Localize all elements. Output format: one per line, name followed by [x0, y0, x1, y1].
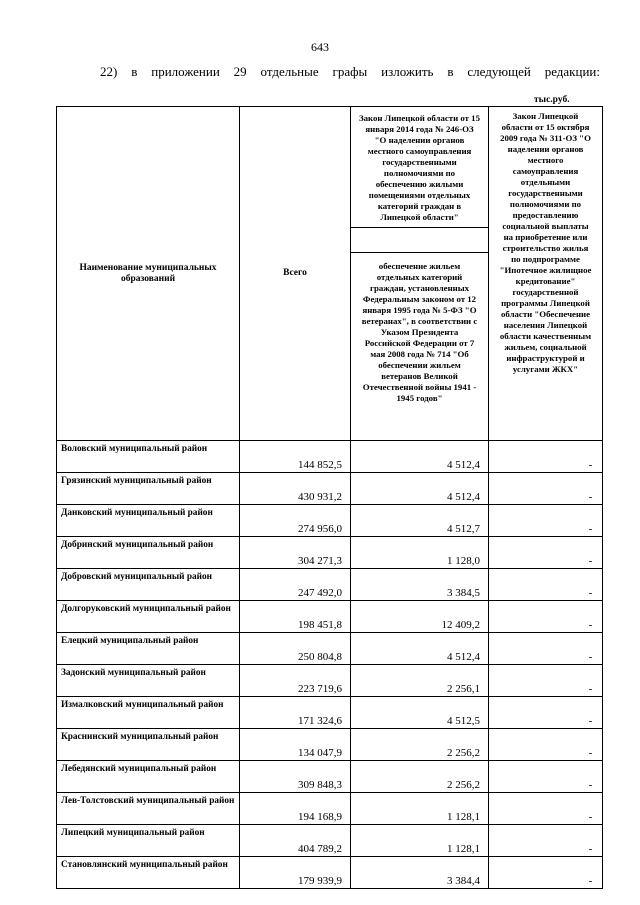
mortgage-program-cell: [489, 793, 603, 825]
total-cell: 198 451,8: [240, 601, 351, 633]
header-law-246-oz: Закон Липецкой области от 15 января 2014 года № 246-ОЗ "О наделении органов местного самоуправления государственными полномочиями по обеспечению жилыми помещениями отдельных категорий граждан в Липецкой области": [351, 107, 489, 253]
header-veterans-housing: обеспечение жильем отдельных категорий граждан, установленных Федеральным законом от 12 января 1995 года № 5-ФЗ "О ветеранах", в соответствии с Указом Президента Российской Федерации от 7 мая 2008 года № 714 "Об обеспечении жильем ветеранов Великой Отечественной войны 1941 - 1945 годов": [351, 253, 489, 441]
mortgage-program-cell: [489, 537, 603, 569]
table-row: [57, 697, 603, 729]
table-row: [57, 857, 603, 889]
veterans-housing-cell: 4 512,4: [351, 633, 489, 665]
table-row: [57, 569, 603, 601]
veterans-housing-cell: 1 128,0: [351, 537, 489, 569]
table-body: [57, 441, 603, 889]
veterans-housing-cell: 1 128,1: [351, 825, 489, 857]
table-row: [57, 505, 603, 537]
mortgage-program-cell: [489, 601, 603, 633]
total-cell: 194 168,9: [240, 793, 351, 825]
total-cell: 274 956,0: [240, 505, 351, 537]
intro-paragraph: 22) в приложении 29 отдельные графы изложить в следующей редакции:: [100, 64, 600, 79]
dash-value: -: [588, 459, 593, 471]
dash-value: -: [588, 875, 593, 887]
header-total: Всего: [240, 107, 351, 441]
total-cell: 223 719,6: [240, 665, 351, 697]
municipality-name-cell: Краснинский муниципальный район: [57, 729, 240, 761]
municipality-name-cell: Данковский муниципальный район: [57, 505, 240, 537]
dash-value: -: [588, 747, 593, 759]
municipality-name-cell: Елецкий муниципальный район: [57, 633, 240, 665]
municipality-name-cell: Становлянский муниципальный район: [57, 857, 240, 889]
total-cell: 247 492,0: [240, 569, 351, 601]
budget-table: [56, 106, 603, 889]
municipality-name-cell: Долгоруковский муниципальный район: [57, 601, 240, 633]
mortgage-program-cell: [489, 441, 603, 473]
dash-value: -: [588, 651, 593, 663]
total-cell: 171 324,6: [240, 697, 351, 729]
veterans-housing-cell: 2 256,2: [351, 761, 489, 793]
veterans-housing-cell: 2 256,1: [351, 665, 489, 697]
table-row: [57, 601, 603, 633]
veterans-housing-cell: 3 384,4: [351, 857, 489, 889]
mortgage-program-cell: [489, 505, 603, 537]
page-number: 643: [311, 40, 329, 54]
header-municipality-name: Наименование муниципальных образований: [57, 107, 240, 441]
mortgage-program-cell: [489, 665, 603, 697]
municipality-name-cell: Липецкий муниципальный район: [57, 825, 240, 857]
table-row: [57, 473, 603, 505]
municipality-name-cell: Лебедянский муниципальный район: [57, 761, 240, 793]
veterans-housing-cell: 4 512,7: [351, 505, 489, 537]
dash-value: -: [588, 491, 593, 503]
municipality-name-cell: Задонский муниципальный район: [57, 665, 240, 697]
units-label: тыс.руб.: [534, 95, 570, 105]
total-cell: 250 804,8: [240, 633, 351, 665]
dash-value: -: [588, 619, 593, 631]
table-header: [57, 107, 603, 441]
municipality-name-cell: Добринский муниципальный район: [57, 537, 240, 569]
municipality-name-cell: Воловский муниципальный район: [57, 441, 240, 473]
table-row: [57, 665, 603, 697]
total-cell: 144 852,5: [240, 441, 351, 473]
dash-value: -: [588, 811, 593, 823]
table-row: [57, 729, 603, 761]
total-cell: 309 848,3: [240, 761, 351, 793]
total-cell: 430 931,2: [240, 473, 351, 505]
table-row: [57, 537, 603, 569]
dash-value: -: [588, 683, 593, 695]
mortgage-program-cell: [489, 729, 603, 761]
mortgage-program-cell: [489, 633, 603, 665]
veterans-housing-cell: 4 512,4: [351, 441, 489, 473]
veterans-housing-cell: 12 409,2: [351, 601, 489, 633]
veterans-housing-cell: 2 256,2: [351, 729, 489, 761]
veterans-housing-cell: 4 512,4: [351, 473, 489, 505]
dash-value: -: [588, 715, 593, 727]
table-row: [57, 441, 603, 473]
veterans-housing-cell: 3 384,5: [351, 569, 489, 601]
table-row: [57, 633, 603, 665]
dash-value: -: [588, 779, 593, 791]
mortgage-program-cell: [489, 569, 603, 601]
total-cell: 404 789,2: [240, 825, 351, 857]
veterans-housing-cell: 1 128,1: [351, 793, 489, 825]
total-cell: 179 939,9: [240, 857, 351, 889]
table-row: [57, 761, 603, 793]
municipality-name-cell: Лев-Толстовский муниципальный район: [57, 793, 240, 825]
mortgage-program-cell: [489, 857, 603, 889]
municipality-name-cell: Грязинский муниципальный район: [57, 473, 240, 505]
mortgage-program-cell: [489, 761, 603, 793]
dash-value: -: [588, 587, 593, 599]
municipality-name-cell: Измалковский муниципальный район: [57, 697, 240, 729]
table-row: [57, 825, 603, 857]
mortgage-program-cell: [489, 473, 603, 505]
table-row: [57, 793, 603, 825]
municipality-name-cell: Добровский муниципальный район: [57, 569, 240, 601]
mortgage-program-cell: [489, 825, 603, 857]
total-cell: 304 271,3: [240, 537, 351, 569]
dash-value: -: [588, 523, 593, 535]
header-law-311-oz: Закон Липецкой области от 15 октября 2009 года № 311-ОЗ "О наделении органов местного самоуправления отдельными государственными полномочиями по предоставлению социальной выплаты на приобретение или строительство жилья по подпрограмме "Ипотечное жилищное кредитование" государственной программы Липецкой области "Обеспечение населения Липецкой области качественным жильем, социальной инфраструктурой и услугами ЖКХ": [489, 107, 603, 441]
total-cell: 134 047,9: [240, 729, 351, 761]
dash-value: -: [588, 555, 593, 567]
veterans-housing-cell: 4 512,5: [351, 697, 489, 729]
mortgage-program-cell: [489, 697, 603, 729]
dash-value: -: [588, 843, 593, 855]
